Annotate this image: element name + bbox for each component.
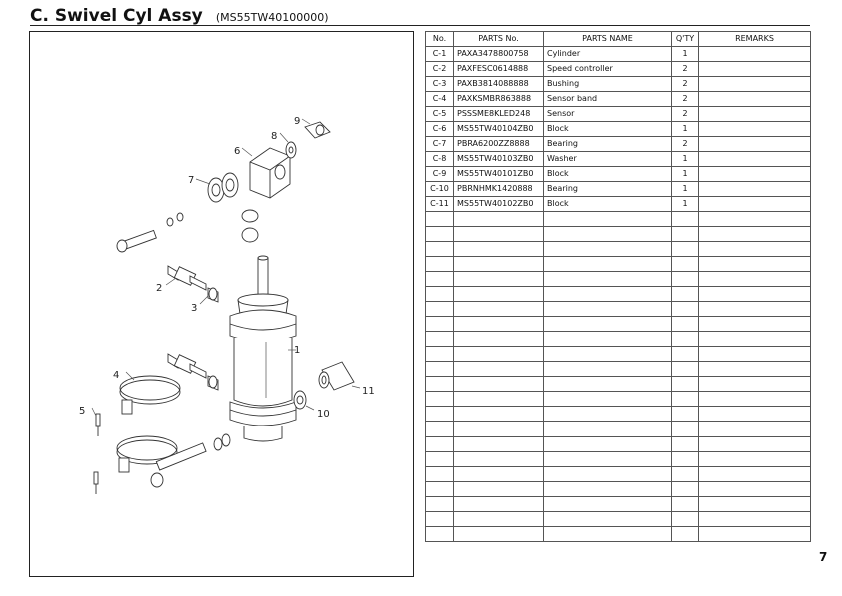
table-row [426, 152, 811, 167]
table-row [426, 92, 811, 107]
table-row-empty [426, 317, 811, 332]
table-row [426, 77, 811, 92]
table-cell-empty [426, 302, 454, 317]
table-row-empty [426, 467, 811, 482]
table-cell-empty [672, 302, 699, 317]
table-cell-qty: 1 [672, 197, 699, 212]
table-cell-empty [454, 482, 544, 497]
table-cell-empty [426, 362, 454, 377]
table-row [426, 62, 811, 77]
table-cell-empty [672, 242, 699, 257]
table-cell-empty [426, 272, 454, 287]
table-row [426, 137, 811, 152]
leader-lines [92, 119, 360, 416]
table-cell-empty [672, 437, 699, 452]
table-cell-qty: 2 [672, 92, 699, 107]
table-cell-remarks [699, 62, 811, 77]
table-cell-name: Sensor band [544, 92, 672, 107]
table-cell-qty: 1 [672, 152, 699, 167]
table-row-empty [426, 272, 811, 287]
table-cell-empty [454, 302, 544, 317]
table-row [426, 182, 811, 197]
table-row [426, 47, 811, 62]
table-cell-empty [454, 407, 544, 422]
table-cell-empty [699, 212, 811, 227]
table-cell-empty [426, 377, 454, 392]
table-cell-empty [699, 347, 811, 362]
table-row-empty [426, 452, 811, 467]
table-cell-empty [544, 467, 672, 482]
table-cell-empty [672, 227, 699, 242]
table-cell-qty: 1 [672, 122, 699, 137]
table-row-empty [426, 497, 811, 512]
table-cell-empty [426, 317, 454, 332]
table-cell-empty [544, 212, 672, 227]
table-cell-empty [454, 392, 544, 407]
table-cell-qty: 2 [672, 62, 699, 77]
header-no: No. [426, 32, 454, 47]
table-cell-empty [699, 317, 811, 332]
table-cell-empty [544, 512, 672, 527]
table-cell-empty [699, 242, 811, 257]
table-cell-empty [699, 392, 811, 407]
table-cell-empty [544, 347, 672, 362]
table-cell-no: C-3 [426, 77, 454, 92]
table-cell-empty [672, 407, 699, 422]
table-cell-empty [672, 527, 699, 542]
table-cell-empty [426, 287, 454, 302]
table-cell-empty [699, 482, 811, 497]
table-cell-empty [454, 467, 544, 482]
table-cell-empty [672, 497, 699, 512]
table-cell-empty [544, 392, 672, 407]
table-cell-empty [672, 422, 699, 437]
table-row-empty [426, 392, 811, 407]
table-row-empty [426, 407, 811, 422]
table-row-empty [426, 212, 811, 227]
table-cell-empty [544, 482, 672, 497]
table-cell-remarks [699, 137, 811, 152]
table-row [426, 107, 811, 122]
exploded-diagram [30, 32, 415, 578]
table-cell-empty [454, 347, 544, 362]
table-row-empty [426, 242, 811, 257]
table-cell-empty [454, 317, 544, 332]
table-cell-pn: PAXB3814088888 [454, 77, 544, 92]
table-row-empty [426, 227, 811, 242]
table-cell-no: C-5 [426, 107, 454, 122]
block-part-11 [319, 362, 354, 390]
table-cell-empty [454, 332, 544, 347]
table-cell-remarks [699, 197, 811, 212]
table-cell-empty [672, 362, 699, 377]
table-cell-empty [699, 272, 811, 287]
table-cell-empty [544, 422, 672, 437]
table-cell-empty [426, 392, 454, 407]
table-cell-empty [454, 497, 544, 512]
table-cell-qty: 1 [672, 182, 699, 197]
callout-1: 1 [294, 345, 301, 356]
table-cell-empty [672, 272, 699, 287]
table-cell-empty [699, 227, 811, 242]
table-cell-empty [544, 257, 672, 272]
table-cell-empty [672, 377, 699, 392]
table-cell-qty: 2 [672, 137, 699, 152]
table-cell-empty [454, 362, 544, 377]
table-cell-empty [426, 332, 454, 347]
table-row-empty [426, 362, 811, 377]
speed-controller-parts [168, 266, 206, 378]
table-row-empty [426, 377, 811, 392]
table-cell-empty [699, 437, 811, 452]
header-parts-name: PARTS NAME [544, 32, 672, 47]
table-row-empty [426, 422, 811, 437]
table-cell-empty [699, 377, 811, 392]
table-cell-remarks [699, 167, 811, 182]
table-cell-name: Bearing [544, 182, 672, 197]
table-cell-empty [672, 332, 699, 347]
table-cell-empty [544, 407, 672, 422]
table-row-empty [426, 302, 811, 317]
table-cell-pn: MS55TW40102ZB0 [454, 197, 544, 212]
table-cell-qty: 1 [672, 47, 699, 62]
callout-8: 8 [271, 131, 278, 142]
table-cell-empty [699, 452, 811, 467]
table-cell-empty [454, 452, 544, 467]
table-cell-empty [672, 257, 699, 272]
table-cell-empty [544, 227, 672, 242]
table-cell-empty [672, 512, 699, 527]
table-row [426, 122, 811, 137]
table-cell-empty [699, 497, 811, 512]
assembly-code: (MS55TW40100000) [215, 11, 329, 24]
table-cell-pn: PBRA6200ZZ8888 [454, 137, 544, 152]
table-cell-name: Speed controller [544, 62, 672, 77]
exploded-diagram-frame [29, 31, 414, 577]
table-cell-empty [699, 302, 811, 317]
table-cell-no: C-8 [426, 152, 454, 167]
callout-9: 9 [294, 116, 301, 127]
table-cell-empty [699, 467, 811, 482]
table-cell-name: Block [544, 167, 672, 182]
table-cell-empty [544, 437, 672, 452]
table-cell-remarks [699, 152, 811, 167]
table-cell-name: Block [544, 122, 672, 137]
table-cell-empty [544, 272, 672, 287]
table-cell-empty [426, 497, 454, 512]
table-cell-empty [426, 257, 454, 272]
table-cell-empty [426, 242, 454, 257]
table-cell-empty [544, 332, 672, 347]
table-cell-empty [672, 287, 699, 302]
washer-part [286, 142, 296, 158]
table-cell-empty [672, 317, 699, 332]
sensor-parts [94, 414, 100, 494]
table-cell-empty [699, 287, 811, 302]
table-cell-no: C-6 [426, 122, 454, 137]
table-cell-name: Bearing [544, 137, 672, 152]
table-cell-pn: PAXA3478800758 [454, 47, 544, 62]
table-cell-remarks [699, 92, 811, 107]
table-cell-empty [426, 452, 454, 467]
table-cell-empty [544, 302, 672, 317]
table-cell-empty [426, 212, 454, 227]
table-cell-empty [454, 512, 544, 527]
callout-5: 5 [79, 406, 86, 417]
table-row-empty [426, 347, 811, 362]
table-cell-empty [454, 212, 544, 227]
callout-3: 3 [191, 303, 198, 314]
table-cell-no: C-11 [426, 197, 454, 212]
table-cell-empty [454, 242, 544, 257]
table-cell-empty [544, 317, 672, 332]
table-cell-empty [454, 287, 544, 302]
table-cell-empty [672, 482, 699, 497]
table-cell-empty [699, 512, 811, 527]
callout-2: 2 [156, 283, 163, 294]
table-cell-name: Bushing [544, 77, 672, 92]
table-cell-name: Cylinder [544, 47, 672, 62]
table-cell-empty [672, 452, 699, 467]
table-cell-empty [544, 497, 672, 512]
bearing-parts [208, 173, 238, 202]
table-cell-empty [426, 227, 454, 242]
bearing-part-10 [294, 391, 306, 409]
title-underline [30, 25, 810, 26]
table-cell-pn: MS55TW40101ZB0 [454, 167, 544, 182]
table-cell-empty [426, 347, 454, 362]
table-cell-name: Block [544, 197, 672, 212]
table-cell-empty [544, 242, 672, 257]
table-row-empty [426, 257, 811, 272]
page-title [30, 6, 329, 26]
table-cell-empty [426, 437, 454, 452]
bushing-parts [208, 288, 218, 390]
table-cell-empty [454, 527, 544, 542]
table-cell-empty [426, 527, 454, 542]
parts-table-body [426, 47, 811, 542]
cylinder-part [230, 256, 296, 441]
table-cell-empty [454, 227, 544, 242]
table-cell-empty [672, 212, 699, 227]
table-cell-pn: PSSSME8KLED248 [454, 107, 544, 122]
table-cell-name: Washer [544, 152, 672, 167]
table-row-empty [426, 332, 811, 347]
table-cell-no: C-7 [426, 137, 454, 152]
header-parts-no: PARTS No. [454, 32, 544, 47]
table-cell-empty [426, 482, 454, 497]
table-cell-no: C-2 [426, 62, 454, 77]
table-cell-empty [454, 272, 544, 287]
table-cell-empty [426, 407, 454, 422]
table-cell-remarks [699, 77, 811, 92]
table-cell-empty [454, 422, 544, 437]
table-cell-pn: MS55TW40104ZB0 [454, 122, 544, 137]
table-cell-pn: PAXFESC0614888 [454, 62, 544, 77]
callout-10: 10 [317, 409, 330, 420]
table-row-empty [426, 437, 811, 452]
table-cell-empty [454, 437, 544, 452]
table-row-empty [426, 287, 811, 302]
callout-6: 6 [234, 146, 241, 157]
table-cell-pn: PAXKSMBR863888 [454, 92, 544, 107]
table-row [426, 197, 811, 212]
table-cell-pn: MS55TW40103ZB0 [454, 152, 544, 167]
block-part-6 [250, 148, 290, 198]
callout-4: 4 [113, 370, 120, 381]
table-cell-empty [454, 377, 544, 392]
header-qty: Q'TY [672, 32, 699, 47]
table-cell-name: Sensor [544, 107, 672, 122]
table-cell-empty [699, 257, 811, 272]
block-part-9 [305, 122, 330, 138]
table-cell-remarks [699, 122, 811, 137]
table-cell-empty [426, 422, 454, 437]
table-row-empty [426, 512, 811, 527]
table-row [426, 167, 811, 182]
table-cell-empty [699, 362, 811, 377]
table-cell-no: C-9 [426, 167, 454, 182]
callout-11: 11 [362, 386, 375, 397]
table-cell-empty [672, 467, 699, 482]
table-cell-remarks [699, 47, 811, 62]
table-cell-empty [544, 287, 672, 302]
parts-table [425, 31, 811, 542]
table-cell-empty [544, 377, 672, 392]
table-row-empty [426, 482, 811, 497]
table-cell-empty [426, 467, 454, 482]
table-header-row [426, 32, 811, 47]
table-cell-empty [699, 422, 811, 437]
assembly-title: C. Swivel Cyl Assy [30, 6, 203, 26]
table-cell-empty [454, 257, 544, 272]
table-cell-pn: PBRNHMK1420888 [454, 182, 544, 197]
table-cell-empty [699, 527, 811, 542]
table-cell-empty [699, 332, 811, 347]
table-cell-empty [672, 392, 699, 407]
table-cell-no: C-10 [426, 182, 454, 197]
table-cell-empty [672, 347, 699, 362]
callout-7: 7 [188, 175, 195, 186]
table-cell-empty [544, 527, 672, 542]
table-cell-qty: 1 [672, 167, 699, 182]
table-cell-empty [426, 512, 454, 527]
table-row-empty [426, 527, 811, 542]
table-cell-remarks [699, 107, 811, 122]
table-cell-no: C-1 [426, 47, 454, 62]
table-cell-no: C-4 [426, 92, 454, 107]
table-cell-empty [544, 362, 672, 377]
table-cell-qty: 2 [672, 77, 699, 92]
table-cell-empty [544, 452, 672, 467]
table-cell-qty: 2 [672, 107, 699, 122]
table-cell-remarks [699, 182, 811, 197]
table-cell-empty [699, 407, 811, 422]
page-number: 7 [819, 550, 828, 564]
header-remarks: REMARKS [699, 32, 811, 47]
